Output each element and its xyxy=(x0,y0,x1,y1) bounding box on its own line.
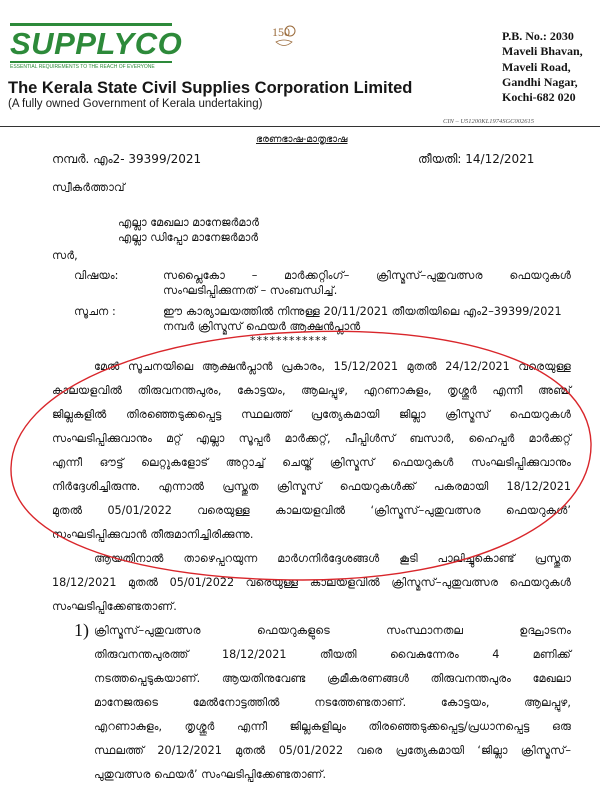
address-line: Gandhi Nagar, xyxy=(502,74,578,89)
subject-label: വിഷയം: xyxy=(74,269,119,282)
logo-tagline: ESSENTIAL REQUIREMENTS TO THE REACH OF EVERYONE xyxy=(10,64,155,70)
paragraph-line: സംഘടിപ്പിക്കുവാൻ തീരുമാനിച്ചിരിക്കുന്നു. xyxy=(52,528,254,541)
subject-line: സപ്ലൈകോ – മാർക്കറ്റിംഗ്– ക്രിസ്മസ്–പുതുവത്സര ഫെയറുകൾ xyxy=(163,269,571,282)
supplyco-logo: SUPPLYCO xyxy=(10,26,183,61)
paragraph-line: 18/12/2021 മുതൽ 05/01/2022 വരെയുള്ള കാലയളവിൽ ക്രിസ്മസ്–പുതുവത്സര ഫെയറുകൾ xyxy=(52,576,571,589)
logo-bottom-bar xyxy=(10,61,172,63)
address-line: P.B. No.: 2030 xyxy=(502,29,574,43)
salutation: സർ, xyxy=(52,249,78,262)
paragraph-line: നിർദ്ദേശിച്ചിരുന്നു. എന്നാൽ പ്രസ്തുത ക്രിസ്മസ് ഫെയറുകൾക്ക് പകരമായി 18/12/2021 xyxy=(52,480,571,493)
paragraph-line: മേൽ സൂചനയിലെ ആക്ഷൻപ്ലാൻ പ്രകാരം, 15/12/2021 മുതൽ 24/12/2021 വരെയുള്ള xyxy=(94,360,571,373)
paragraph-line: ആയതിനാൽ താഴെപ്പറയുന്ന മാർഗനിർദ്ദേശങ്ങൾ കൂടി പാലിച്ചുകൊണ്ട് പ്രസ്തുത xyxy=(94,552,571,565)
item-line: എറണാകുളം, തൃശ്ശൂർ എന്നീ ജില്ലകളിലും തിരഞ്ഞെടുക്കപ്പെട്ട/പ്രധാനപ്പെട്ട ഒരു xyxy=(94,720,571,733)
paragraph-line: മുതൽ 05/01/2022 വരെയുള്ള കാലയളവിൽ ‘ക്രിസ്മസ്–പുതുവത്സര ഫെയറുകൾ’ xyxy=(52,504,571,517)
corporation-subtitle: (A fully owned Government of Kerala undertaking) xyxy=(8,98,263,110)
item-line: നടത്തപ്പെടുകയാണ്. ആയതിനുവേണ്ട ക്രമീകരണങ്ങൾ തിരുവനന്തപുരം മേഖലാ xyxy=(94,672,571,685)
paragraph-line: സംഘടിപ്പിക്കുവാനും മറ്റ് എല്ലാ സൂപ്പർ മാർക്കറ്റ്, പീപ്പിൾസ് ബസാർ, ഹൈപ്പർ മാർക്കറ്റ് xyxy=(52,432,571,445)
item-line: തിരുവനന്തപുരത്ത് 18/12/2021 തീയതി വൈകുന്നേരം 4 മണിക്ക് xyxy=(94,648,571,661)
header-divider xyxy=(0,126,600,127)
addressee-line: എല്ലാ മേഖലാ മാനേജർമാർ xyxy=(118,216,260,229)
office-address xyxy=(502,29,583,105)
address-line: Maveli Bhavan, xyxy=(502,44,583,59)
anniversary-seal-icon xyxy=(270,22,298,52)
letter-date: തീയതി: 14/12/2021 xyxy=(418,152,535,166)
addressee-label: സ്വീകർത്താവ് xyxy=(52,181,125,194)
address-line: Maveli Road, xyxy=(502,59,571,74)
cin-number: CIN – U51200KL1974SGC002615 xyxy=(443,118,535,125)
paragraph-line: സംഘടിപ്പിക്കേണ്ടതാണ്. xyxy=(52,600,177,613)
paragraph-line: കാലയളവിൽ തിരുവനന്തപുരം, കോട്ടയം, ആലപ്പുഴ, എറണാകുളം, തൃശ്ശൂർ എന്നീ അഞ്ച് xyxy=(52,384,571,397)
paragraph-line: ജില്ലകളിൽ തിരഞ്ഞെടുക്കപ്പെട്ട സ്ഥലത്ത് പ്രത്യേകമായി ജില്ലാ ക്രിസ്മസ് ഫെയറുകൾ xyxy=(52,408,571,421)
paragraph-line: എന്നീ ഔട്ട് ലെറ്റുകളോട് അറ്റാച്ച് ചെയ്ത് ക്രിസ്മസ് ഫെയറുകൾ സംഘടിപ്പിക്കുവാനും xyxy=(52,456,571,469)
seal-text: 150 xyxy=(272,25,290,39)
item-line: പുതുവത്സര ഫെയർ’ സംഘടിപ്പിക്കേണ്ടതാണ്. xyxy=(94,768,327,781)
letter-heading: ഭരണഭാഷ-മാതൃഭാഷ xyxy=(256,134,348,145)
item-line: മാനേജരുടെ മേൽനോട്ടത്തിൽ നടത്തേണ്ടതാണ്. കോട്ടയം, ആലപ്പുഴ, xyxy=(94,696,571,709)
item-line: സ്ഥലത്ത് 20/12/2021 മുതൽ 05/01/2022 വരെ പ്രത്യേകമായി ‘ജില്ലാ ക്രിസ്മസ്– xyxy=(94,744,571,757)
addressee-line: എല്ലാ ഡിപ്പോ മാനേജർമാർ xyxy=(118,231,259,244)
reference-number: നമ്പർ. എം2- 39399/2021 xyxy=(52,152,202,166)
reference-label: സൂചന : xyxy=(74,305,116,318)
item-line: ക്രിസ്മസ്–പുതുവത്സര ഫെയറുകളുടെ സംസ്ഥാനതല ഉദ്ഘാടനം xyxy=(94,624,571,637)
separator-stars: ************ xyxy=(250,334,328,347)
reference-line: ഈ കാര്യാലയത്തിൽ നിന്നുള്ള 20/11/2021 തീയതിയിലെ എം2–39399/2021 xyxy=(163,305,562,318)
reference-line: നമ്പർ ക്രിസ്മസ് ഫെയർ ആക്ഷൻപ്ലാൻ xyxy=(163,320,361,333)
subject-line: സംഘടിപ്പിക്കുന്നത് – സംബന്ധിച്ച്. xyxy=(163,284,338,297)
address-line: Kochi-682 020 xyxy=(502,90,576,105)
corporation-name: The Kerala State Civil Supplies Corporation Limited xyxy=(8,79,413,97)
red-annotation-oval xyxy=(3,318,599,588)
item-number: 1) xyxy=(74,620,89,640)
